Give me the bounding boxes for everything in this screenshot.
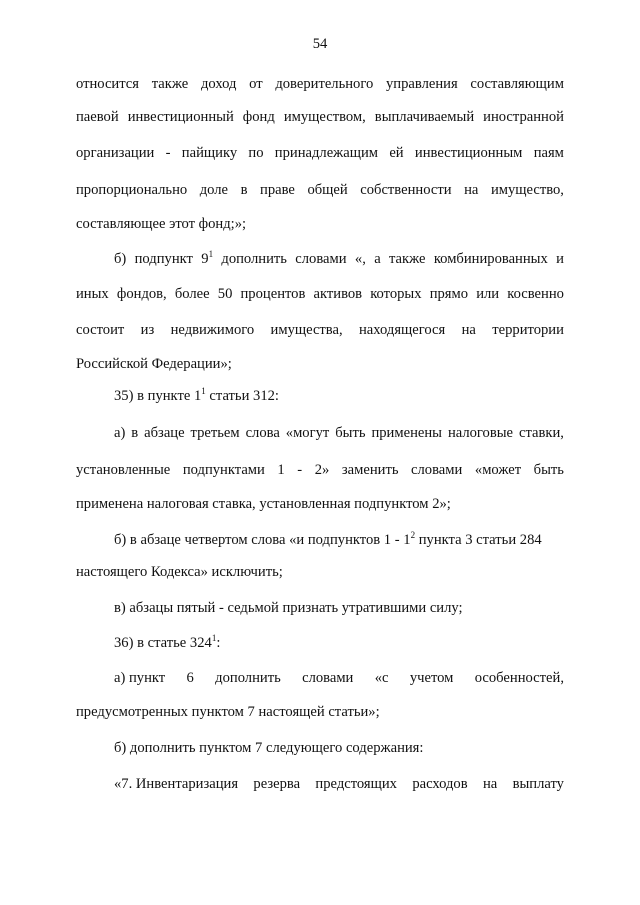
word: 50 (217, 286, 233, 302)
word: от (249, 76, 263, 92)
text-line (114, 774, 564, 794)
word: - (165, 145, 171, 161)
text-line: в) абзацы пятый - седьмой признать утратившими силу; (114, 600, 463, 616)
word: предстоящих (315, 776, 397, 792)
word: в (131, 425, 139, 441)
word: общей (307, 182, 348, 198)
word: косвенно (507, 286, 564, 302)
word: иных (76, 286, 109, 302)
word: активов (313, 286, 363, 302)
word: процентов (240, 286, 306, 302)
text-segment: 36) в статье 324 (114, 635, 212, 651)
text-line (76, 107, 564, 127)
word: инвестиционный (127, 109, 234, 125)
text-line (114, 423, 564, 443)
text-line: б) дополнить пунктом 7 следующего содержания: (114, 740, 424, 756)
word: подпункт (134, 251, 193, 267)
word: $9^1$ (201, 249, 214, 267)
word: паевой (76, 109, 119, 125)
word: выплату (512, 776, 564, 792)
word: а) (114, 425, 126, 441)
word: быть (335, 425, 366, 441)
text-line: составляющее этот фонд;»; (76, 216, 247, 232)
word: имущества, (270, 322, 343, 338)
word: «7. Инвентаризация (114, 776, 239, 792)
word: на (461, 322, 476, 338)
text-line: настоящего Кодекса» исключить; (76, 564, 283, 580)
word: 6 (186, 670, 194, 686)
text-segment: пункта 3 статьи 284 (415, 532, 542, 548)
word: недвижимого (170, 322, 255, 338)
text-line (76, 460, 564, 480)
text-segment: 35) в пункте 1 (114, 388, 202, 404)
word: «может (474, 462, 522, 478)
word: «, (354, 251, 366, 267)
word: иностранной (483, 109, 564, 125)
word: абзаце (144, 425, 185, 441)
word: относится (76, 76, 139, 92)
word: заменить (341, 462, 399, 478)
word: более (174, 286, 210, 302)
word: подпунктами (182, 462, 265, 478)
word: также (389, 251, 426, 267)
superscript: 2 (410, 530, 416, 540)
word: а (374, 251, 381, 267)
word: на (464, 182, 479, 198)
word: или (476, 286, 500, 302)
word: состоит (76, 322, 125, 338)
text-line (76, 284, 564, 304)
word: доле (199, 182, 229, 198)
word: собственности (360, 182, 452, 198)
word: особенностей, (474, 670, 564, 686)
word: паям (533, 145, 564, 161)
text-line (114, 530, 564, 550)
word: находящегося (359, 322, 446, 338)
word: резерва (253, 776, 301, 792)
word: а) пункт (114, 670, 166, 686)
word: выплачиваемый (374, 109, 475, 125)
page-number: 54 (312, 36, 328, 52)
word: - (297, 462, 303, 478)
word: быть (533, 462, 564, 478)
word: словами (302, 670, 354, 686)
superscript: 1 (208, 249, 214, 259)
text-line: предусмотренных пунктом 7 настоящей статьи»; (76, 704, 380, 720)
word: фондов, (116, 286, 167, 302)
text-line (76, 320, 564, 340)
word: дополнить (215, 670, 281, 686)
text-line (114, 668, 564, 688)
word: учетом (409, 670, 454, 686)
word: организации (76, 145, 155, 161)
text-line: применена налоговая ставка, установленная подпунктом 2»; (76, 496, 451, 512)
word: в (240, 182, 248, 198)
word: применены (371, 425, 442, 441)
text-line (114, 633, 564, 653)
word: «могут (285, 425, 330, 441)
word: имуществом, (283, 109, 366, 125)
word: прямо (429, 286, 469, 302)
word: комбинированных (433, 251, 548, 267)
word: б) (114, 251, 127, 267)
text-line (76, 74, 564, 94)
word: фонд (242, 109, 275, 125)
text-segment: б) в абзаце четвертом слова «и подпунктов 1 - 1 (114, 532, 411, 548)
word: праве (260, 182, 295, 198)
word: на (482, 776, 498, 792)
superscript: 1 (201, 386, 206, 396)
word: ставки, (518, 425, 564, 441)
word: имущество, (490, 182, 564, 198)
text-line (114, 249, 564, 269)
word: которых (370, 286, 422, 302)
word: также (151, 76, 189, 92)
word: из (140, 322, 155, 338)
text-line (76, 180, 564, 200)
word: составляющим (470, 76, 564, 92)
word: словами (411, 462, 463, 478)
word: пайщику (181, 145, 238, 161)
word: доверительного (275, 76, 374, 92)
word: инвестиционным (414, 145, 523, 161)
text-line (76, 143, 564, 163)
word: расходов (412, 776, 468, 792)
word: 2» (314, 462, 330, 478)
word: «с (374, 670, 389, 686)
word: по (248, 145, 264, 161)
word: установленные (76, 462, 171, 478)
text-line: Российской Федерации»; (76, 356, 232, 372)
word: слова (245, 425, 280, 441)
text-segment: : (216, 635, 221, 651)
text-segment: статьи 312: (205, 388, 279, 404)
word: территории (492, 322, 564, 338)
word: доход (200, 76, 237, 92)
text-line (114, 386, 564, 406)
word: ей (389, 145, 404, 161)
word: пропорционально (76, 182, 188, 198)
word: принадлежащим (274, 145, 379, 161)
word: третьем (190, 425, 240, 441)
word: 1 (277, 462, 285, 478)
superscript: 1 (211, 633, 217, 643)
word: налоговые (447, 425, 514, 441)
word: словами (295, 251, 347, 267)
word: дополнить (221, 251, 287, 267)
word: управления (386, 76, 458, 92)
word: и (556, 251, 564, 267)
